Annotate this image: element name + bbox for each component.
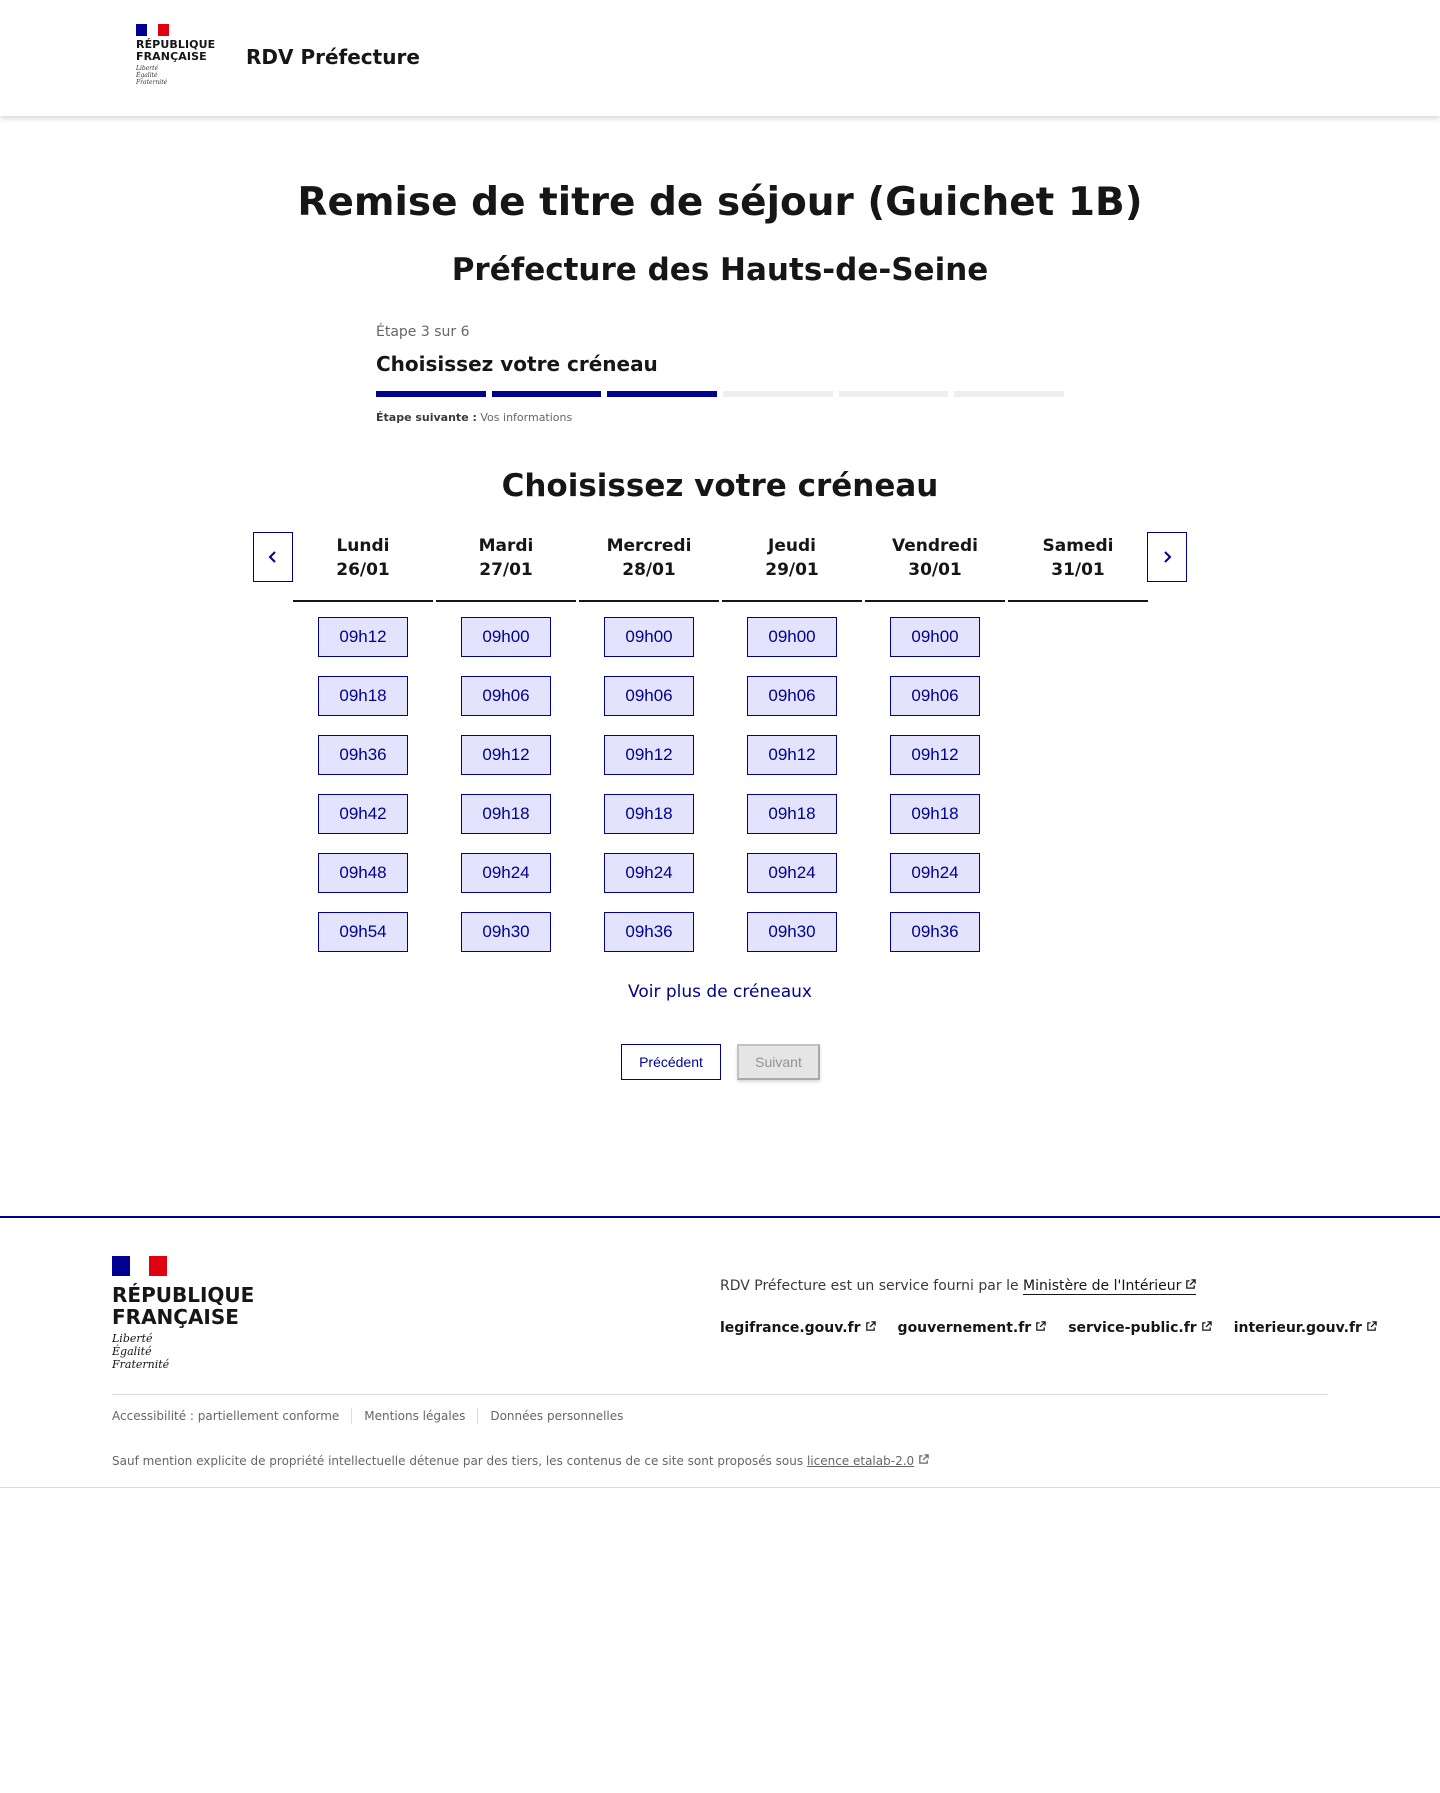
page-title: Remise de titre de séjour (Guichet 1B) [297, 180, 1143, 225]
day-column [1008, 532, 1148, 952]
day-name: Vendredi [892, 536, 978, 556]
stepper-next-step: Étape suivante : Vos informations [376, 411, 573, 424]
stepper-title: Choisissez votre créneau [376, 352, 658, 376]
time-slot-button[interactable]: 09h30 [461, 912, 551, 952]
external-link-icon [1366, 1321, 1377, 1332]
previous-week-button[interactable] [253, 532, 293, 582]
slot-list [747, 617, 837, 952]
next-week-button[interactable] [1147, 532, 1187, 582]
stepper-bar [723, 391, 833, 397]
external-link-icon [918, 1454, 929, 1465]
footer-link-legifrance[interactable]: legifrance.gouv.fr [720, 1320, 876, 1336]
day-date: 28/01 [622, 560, 676, 580]
slot-list [890, 617, 980, 952]
footer-link-donnees-personnelles[interactable]: Données personnelles [490, 1409, 624, 1423]
day-header [436, 532, 576, 602]
divider [351, 1408, 352, 1424]
time-slot-button[interactable]: 09h18 [318, 676, 408, 716]
footer-border [0, 1216, 1440, 1218]
day-name: Lundi [336, 536, 390, 556]
footer-description: RDV Préfecture est un service fourni par le Ministère de l'Intérieur [720, 1278, 1196, 1294]
footer-links [720, 1320, 1377, 1336]
time-slot-button[interactable]: 09h18 [461, 794, 551, 834]
day-date: 27/01 [479, 560, 533, 580]
external-link-icon [1201, 1321, 1212, 1332]
time-slot-button[interactable]: 09h00 [461, 617, 551, 657]
page-subtitle: Préfecture des Hauts-de-Seine [451, 252, 989, 288]
footer-bottom-links [112, 1408, 623, 1424]
footer-link-accessibilite[interactable]: Accessibilité : partiellement conforme [112, 1409, 340, 1423]
time-slot-button[interactable]: 09h12 [318, 617, 408, 657]
external-link-icon [865, 1321, 876, 1332]
time-slot-button[interactable]: 09h18 [747, 794, 837, 834]
page-bottom-border [0, 1487, 1440, 1488]
republique-francaise-logo[interactable] [136, 24, 218, 94]
day-column [293, 532, 433, 952]
stepper-bar [492, 391, 602, 397]
footer-logo[interactable] [112, 1256, 262, 1371]
site-header [0, 0, 1440, 116]
stepper-bar [839, 391, 949, 397]
slot-calendar [293, 532, 1147, 952]
chevron-left-icon [267, 550, 279, 564]
time-slot-button[interactable]: 09h36 [604, 912, 694, 952]
time-slot-button[interactable]: 09h12 [747, 735, 837, 775]
time-slot-button[interactable]: 09h06 [890, 676, 980, 716]
time-slot-button[interactable]: 09h18 [890, 794, 980, 834]
day-column [865, 532, 1005, 952]
stepper-bar [376, 391, 486, 397]
day-header [1008, 532, 1148, 602]
day-column [436, 532, 576, 952]
time-slot-button[interactable]: 09h06 [461, 676, 551, 716]
time-slot-button[interactable]: 09h00 [747, 617, 837, 657]
day-header [865, 532, 1005, 602]
time-slot-button[interactable]: 09h24 [604, 853, 694, 893]
day-column [722, 532, 862, 952]
ministere-link[interactable]: Ministère de l'Intérieur [1023, 1278, 1196, 1295]
service-title[interactable]: RDV Préfecture [246, 45, 420, 69]
time-slot-button[interactable]: 09h00 [890, 617, 980, 657]
slot-list [604, 617, 694, 952]
footer-licence: Sauf mention explicite de propriété intellectuelle détenue par des tiers, les contenus de ce site sont proposés sous licence etalab-2.0 [112, 1454, 929, 1468]
day-name: Jeudi [768, 536, 816, 556]
french-flag-icon [136, 24, 169, 36]
slot-list [318, 617, 408, 952]
footer-link-service-public[interactable]: service-public.fr [1068, 1320, 1211, 1336]
day-header [293, 532, 433, 602]
time-slot-button[interactable]: 09h24 [890, 853, 980, 893]
day-date: 30/01 [908, 560, 962, 580]
time-slot-button[interactable]: 09h24 [747, 853, 837, 893]
day-name: Mercredi [606, 536, 692, 556]
logo-text: RÉPUBLIQUE FRANÇAISE [136, 38, 216, 63]
day-column [579, 532, 719, 952]
footer-link-interieur[interactable]: interieur.gouv.fr [1234, 1320, 1377, 1336]
footer-separator [112, 1394, 1328, 1395]
stepper-bar [607, 391, 717, 397]
slot-list [461, 617, 551, 952]
next-button: Suivant [737, 1044, 820, 1080]
time-slot-button[interactable]: 09h12 [890, 735, 980, 775]
time-slot-button[interactable]: 09h48 [318, 853, 408, 893]
footer-logo-text: RÉPUBLIQUE FRANÇAISE [112, 1283, 255, 1329]
divider [477, 1408, 478, 1424]
time-slot-button[interactable]: 09h12 [461, 735, 551, 775]
time-slot-button[interactable]: 09h06 [604, 676, 694, 716]
day-date: 29/01 [765, 560, 819, 580]
footer-link-mentions-legales[interactable]: Mentions légales [364, 1409, 466, 1423]
external-link-icon [1185, 1279, 1196, 1290]
time-slot-button[interactable]: 09h30 [747, 912, 837, 952]
time-slot-button[interactable]: 09h18 [604, 794, 694, 834]
calendar-title: Choisissez votre créneau [501, 468, 939, 504]
stepper-bar [954, 391, 1064, 397]
day-header [579, 532, 719, 602]
day-name: Samedi [1042, 536, 1114, 556]
footer-logo-motto: Liberté Égalité Fraternité [112, 1332, 170, 1371]
logo-motto: Liberté Égalité Fraternité [136, 65, 168, 86]
stepper-state: Étape 3 sur 6 [376, 324, 470, 340]
day-date: 31/01 [1051, 560, 1105, 580]
time-slot-button[interactable]: 09h54 [318, 912, 408, 952]
external-link-icon [1035, 1321, 1046, 1332]
day-header [722, 532, 862, 602]
time-slot-button[interactable]: 09h42 [318, 794, 408, 834]
day-name: Mardi [478, 536, 534, 556]
time-slot-button[interactable]: 09h12 [604, 735, 694, 775]
time-slot-button[interactable]: 09h36 [318, 735, 408, 775]
more-slots-link[interactable]: Voir plus de créneaux [628, 982, 812, 1002]
licence-link[interactable]: licence etalab-2.0 [807, 1454, 929, 1468]
time-slot-button[interactable]: 09h36 [890, 912, 980, 952]
time-slot-button[interactable]: 09h06 [747, 676, 837, 716]
time-slot-button[interactable]: 09h00 [604, 617, 694, 657]
day-date: 26/01 [336, 560, 390, 580]
french-flag-icon [112, 1256, 167, 1276]
chevron-right-icon [1161, 550, 1173, 564]
time-slot-button[interactable]: 09h24 [461, 853, 551, 893]
previous-button[interactable]: Précédent [621, 1044, 721, 1080]
stepper-progress [376, 391, 1064, 397]
footer-link-gouvernement[interactable]: gouvernement.fr [898, 1320, 1047, 1336]
